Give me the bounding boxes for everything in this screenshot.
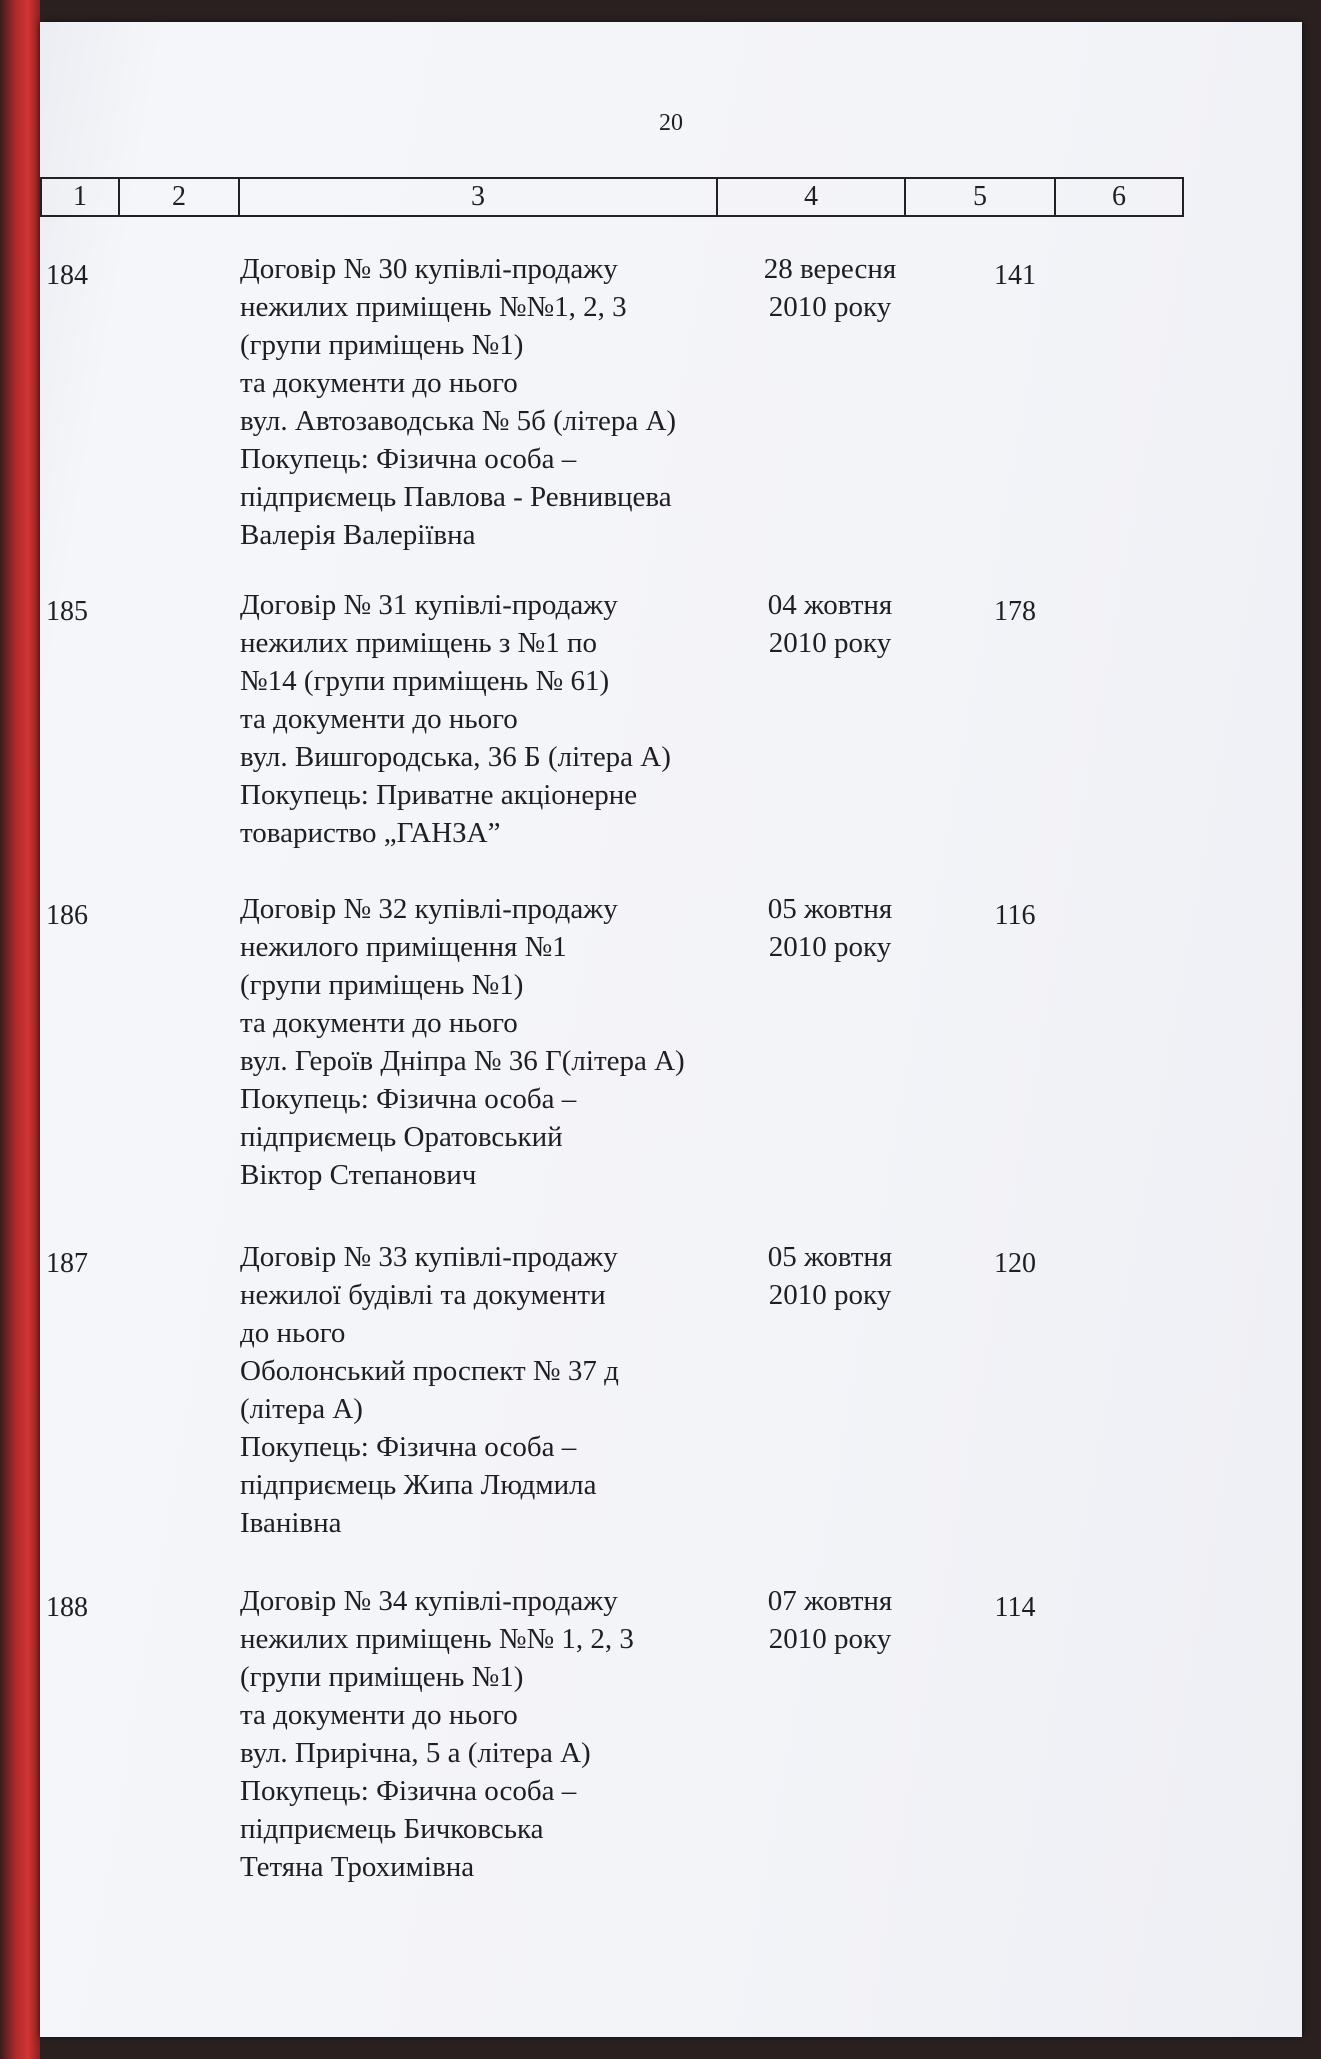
- date-line: 2010 року: [768, 291, 892, 323]
- description-line: Оболонський проспект № 37 д: [240, 1355, 619, 1387]
- date-line: 04 жовтня: [767, 589, 893, 621]
- column-header-6: 6: [1054, 177, 1184, 217]
- column-header-2: 2: [118, 177, 238, 217]
- description-line: нежилого приміщення №1: [240, 931, 567, 963]
- row-number: 187: [46, 1248, 88, 1279]
- row-number: 184: [46, 260, 88, 291]
- description-line: вул. Прирічна, 5 а (літера А): [240, 1737, 591, 1769]
- document-date: [720, 890, 940, 966]
- document-date: [720, 1582, 940, 1658]
- date-line: 28 вересня: [763, 253, 897, 285]
- column-header-5: 5: [904, 177, 1054, 217]
- document-date: [720, 1238, 940, 1314]
- page-count: 141: [994, 260, 1036, 291]
- page-count: 116: [994, 900, 1036, 931]
- description-line: (групи приміщень №1): [240, 329, 524, 361]
- description-line: підприємець Бичковська: [240, 1813, 544, 1845]
- description-line: вул. Автозаводська № 5б (літера А): [240, 405, 677, 437]
- description-line: Покупець: Фізична особа –: [240, 1083, 577, 1115]
- description-line: та документи до нього: [240, 1007, 518, 1039]
- row-number: 186: [46, 900, 88, 931]
- document-description: [240, 890, 800, 1194]
- description-line: Договір № 30 купівлі-продажу: [240, 253, 618, 285]
- page-count: 178: [994, 596, 1036, 627]
- description-line: Іванівна: [240, 1507, 342, 1539]
- description-line: №14 (групи приміщень № 61): [240, 665, 610, 697]
- description-line: Тетяна Трохимівна: [240, 1851, 475, 1883]
- description-line: Валерія Валеріївна: [240, 519, 476, 551]
- description-line: та документи до нього: [240, 1699, 518, 1731]
- document-description: [240, 250, 800, 554]
- book-binding: [0, 0, 40, 2059]
- date-line: 2010 року: [768, 627, 892, 659]
- document-date: [720, 250, 940, 326]
- description-line: Покупець: Фізична особа –: [240, 443, 577, 475]
- description-line: нежилих приміщень з №1 по: [240, 627, 597, 659]
- description-line: та документи до нього: [240, 367, 518, 399]
- date-line: 07 жовтня: [767, 1585, 893, 1617]
- description-line: підприємець Павлова - Ревнивцева: [240, 481, 672, 513]
- description-line: до нього: [240, 1317, 346, 1349]
- row-number: 185: [46, 596, 88, 627]
- description-line: вул. Героїв Дніпра № 36 Г(літера А): [240, 1045, 685, 1077]
- description-line: нежилої будівлі та документи: [240, 1279, 606, 1311]
- description-line: Договір № 33 купівлі-продажу: [240, 1241, 618, 1273]
- page-number: 20: [659, 110, 683, 136]
- document-page: [40, 22, 1302, 2037]
- description-line: (групи приміщень №1): [240, 969, 524, 1001]
- description-line: нежилих приміщень №№ 1, 2, 3: [240, 1623, 634, 1655]
- description-line: Віктор Степанович: [240, 1159, 477, 1191]
- description-line: товариство „ГАНЗА”: [240, 817, 501, 849]
- description-line: (групи приміщень №1): [240, 1661, 524, 1693]
- description-line: Покупець: Фізична особа –: [240, 1431, 577, 1463]
- description-line: підприємець Оратовський: [240, 1121, 563, 1153]
- description-line: Покупець: Приватне акціонерне: [240, 779, 638, 811]
- date-line: 05 жовтня: [767, 893, 893, 925]
- date-line: 2010 року: [768, 1279, 892, 1311]
- date-line: 2010 року: [768, 931, 892, 963]
- description-line: вул. Вишгородська, 36 Б (літера А): [240, 741, 671, 773]
- document-description: [240, 1582, 800, 1886]
- description-line: нежилих приміщень №№1, 2, 3: [240, 291, 627, 323]
- description-line: Договір № 31 купівлі-продажу: [240, 589, 618, 621]
- document-description: [240, 1238, 800, 1542]
- column-header-4: 4: [716, 177, 904, 217]
- description-line: та документи до нього: [240, 703, 518, 735]
- document-date: [720, 586, 940, 662]
- column-header-3: 3: [238, 177, 716, 217]
- column-header-row: [40, 177, 1302, 217]
- description-line: Покупець: Фізична особа –: [240, 1775, 577, 1807]
- row-number: 188: [46, 1592, 88, 1623]
- description-line: підприємець Жипа Людмила: [240, 1469, 597, 1501]
- page-count: 120: [994, 1248, 1036, 1279]
- column-header-1: 1: [40, 177, 118, 217]
- document-description: [240, 586, 800, 852]
- date-line: 05 жовтня: [767, 1241, 893, 1273]
- date-line: 2010 року: [768, 1623, 892, 1655]
- description-line: (літера А): [240, 1393, 363, 1425]
- page-count: 114: [994, 1592, 1036, 1623]
- description-line: Договір № 32 купівлі-продажу: [240, 893, 618, 925]
- description-line: Договір № 34 купівлі-продажу: [240, 1585, 618, 1617]
